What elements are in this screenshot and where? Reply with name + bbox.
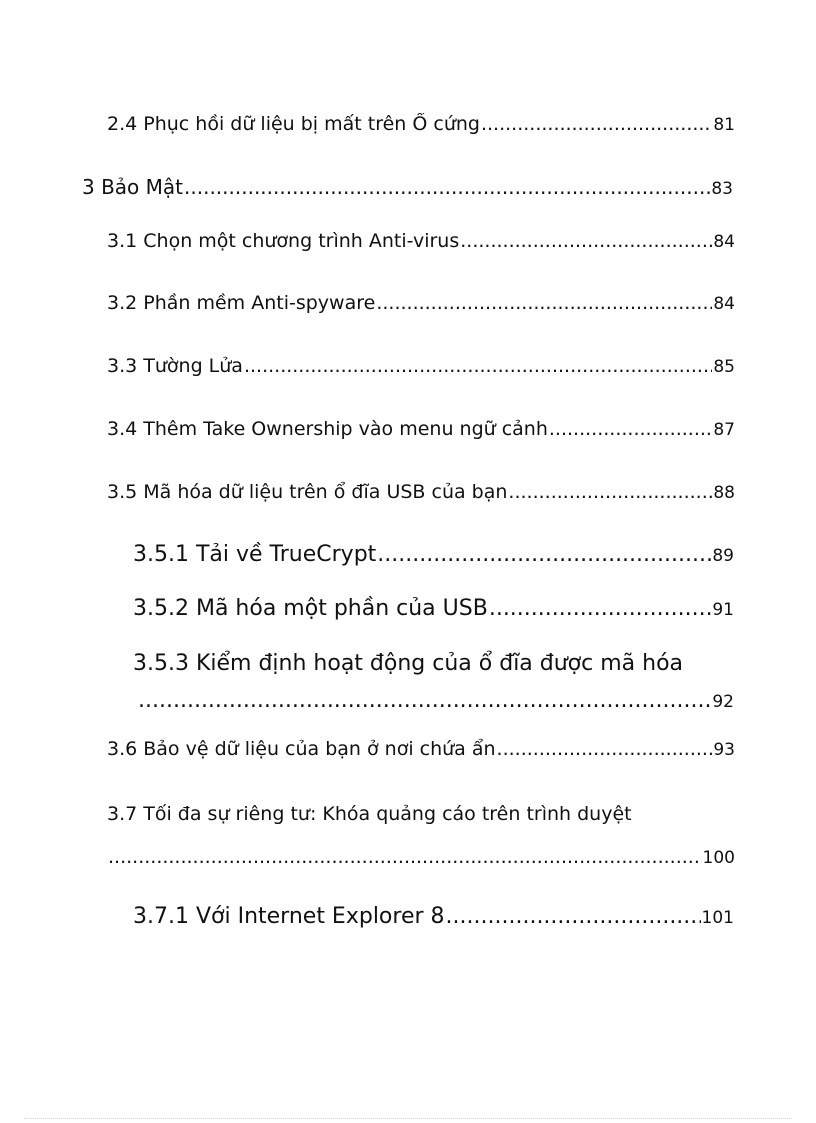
toc-leader-dots [446, 904, 701, 929]
toc-entry-page: 83 [711, 179, 733, 199]
toc-entry-3-6[interactable] [107, 738, 735, 760]
toc-leader-dots [184, 175, 710, 199]
toc-entry-title: 3.2 Phần mềm Anti-spyware [107, 292, 376, 314]
toc-entry-page: 84 [713, 294, 735, 314]
toc-entry-3-3[interactable] [107, 355, 735, 377]
toc-entry-3-2[interactable] [107, 292, 735, 314]
toc-entry-page: 93 [713, 740, 735, 760]
toc-leader-dots [244, 355, 712, 377]
toc-entry-page: 81 [713, 115, 735, 135]
page-bottom-divider [24, 1118, 792, 1119]
toc-entry-title: 3.5 Mã hóa dữ liệu trên ổ đĩa USB của bạn [107, 481, 508, 503]
toc-entry-title: 3.3 Tường Lửa [107, 355, 243, 377]
toc-leader-dots [481, 113, 712, 135]
toc-entry-3-7-1[interactable] [133, 904, 734, 929]
toc-entry-title: 3.7.1 Với Internet Explorer 8 [133, 904, 445, 929]
toc-entry-title: 3.5.1 Tải về TrueCrypt [133, 542, 377, 567]
toc-leader-dots [377, 542, 711, 567]
toc-leader-dots [108, 846, 702, 868]
toc-entry-page: 92 [712, 692, 734, 712]
toc-entry-3-5-3-title[interactable]: 3.5.3 Kiểm định hoạt động của ổ đĩa được mã hóa [133, 651, 684, 676]
toc-leader-dots [508, 481, 712, 503]
toc-entry-3-5[interactable] [107, 481, 735, 503]
toc-entry-page: 100 [702, 848, 735, 868]
toc-entry-2-4[interactable] [107, 113, 735, 135]
toc-entry-title: 3.4 Thêm Take Ownership vào menu ngữ cảnh [107, 418, 548, 440]
toc-entry-3-5-1[interactable] [133, 542, 734, 567]
toc-leader-dots [138, 688, 711, 713]
toc-entry-page: 87 [713, 420, 735, 440]
toc-entry-page: 88 [713, 483, 735, 503]
toc-entry-page: 84 [713, 232, 735, 252]
toc-entry-title: 3.5.2 Mã hóa một phần của USB [133, 596, 488, 621]
toc-entry-page: 85 [713, 357, 735, 377]
toc-leader-dots [489, 596, 712, 621]
toc-entry-title: 2.4 Phục hồi dữ liệu bị mất trên Ổ cứng [107, 113, 480, 135]
toc-entry-title: 3.6 Bảo vệ dữ liệu của bạn ở nơi chứa ẩn [107, 738, 496, 760]
toc-leader-dots [497, 738, 713, 760]
toc-entry-title: 3.1 Chọn một chương trình Anti-virus [107, 230, 460, 252]
toc-entry-page: 89 [712, 546, 734, 566]
toc-entry-3-1[interactable] [107, 230, 735, 252]
toc-entry-3-7[interactable] [107, 846, 735, 868]
toc-entry-page: 91 [712, 600, 734, 620]
toc-leader-dots [376, 292, 712, 314]
toc-entry-title: 3 Bảo Mật [82, 175, 184, 199]
toc-entry-3[interactable] [82, 175, 733, 199]
toc-entry-3-5-3[interactable] [137, 688, 734, 713]
toc-entry-page: 101 [701, 908, 734, 928]
toc-entry-3-5-2[interactable] [133, 596, 734, 621]
toc-entry-3-4[interactable] [107, 418, 735, 440]
toc-leader-dots [549, 418, 712, 440]
toc-leader-dots [460, 230, 712, 252]
toc-entry-3-7-title[interactable]: 3.7 Tối đa sự riêng tư: Khóa quảng cáo trên trình duyệt [107, 803, 632, 825]
